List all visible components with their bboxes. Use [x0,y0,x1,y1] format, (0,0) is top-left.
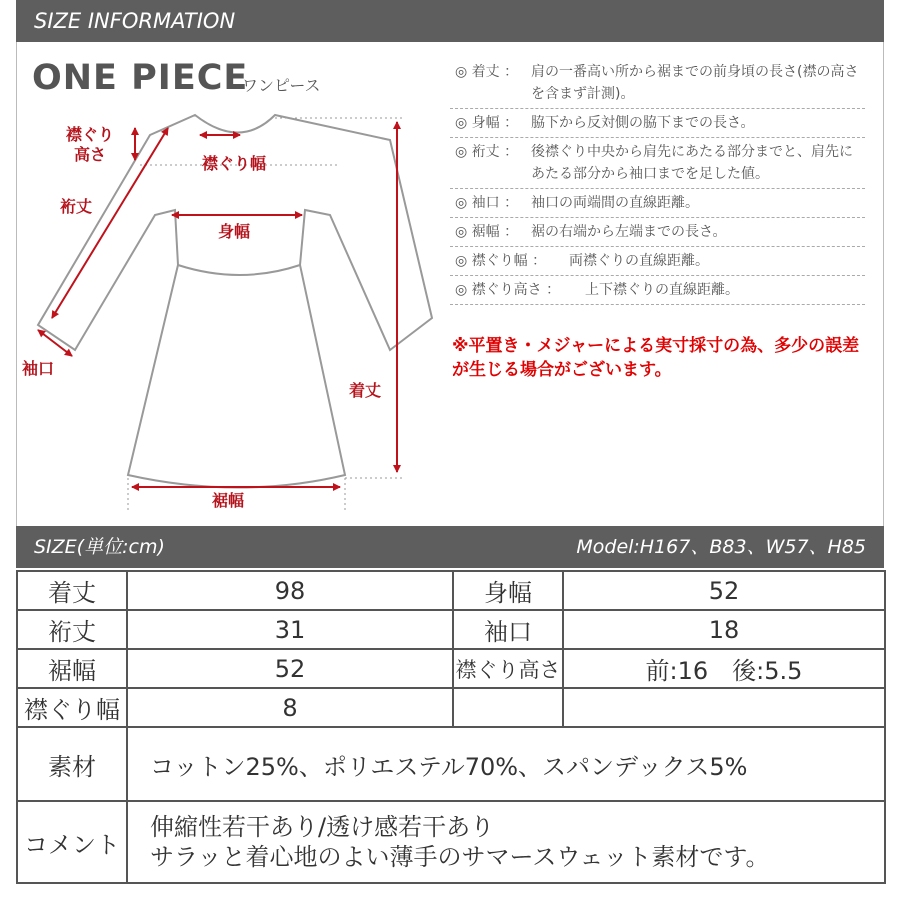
cell-key: 着丈 [17,571,127,610]
cell-key: 裾幅 [17,649,127,688]
cell-key: 襟ぐり幅 [17,688,127,727]
measurement-warning: ※平置き・メジャーによる実寸採寸の為、多少の誤差が生じる場合がございます。 [452,336,860,380]
label-eri-width: 襟ぐり幅 [202,154,267,173]
model-info: Model:H167、B83、W57、H85 [576,536,866,558]
table-row [17,688,885,727]
cell-value: 18 [563,610,885,649]
cell-value: 52 [127,649,453,688]
table-row [17,649,885,688]
garment-title: ONE PIECE [32,58,249,98]
note-mihaba: ◎ 身幅 ： 脇下から反対側の脇下までの長さ。 [450,109,865,138]
label-susohaba: 裾幅 [212,491,245,510]
note-eri-width: ◎ 襟ぐり幅 ： 両襟ぐりの直線距離。 [450,247,865,276]
material-value: コットン25%、ポリエステル70%、スパンデックス5% [127,727,885,801]
cell-value [563,688,885,727]
cell-key: 裄丈 [17,610,127,649]
cell-value: 52 [563,571,885,610]
measurement-notes [450,58,865,305]
label-kitake: 着丈 [349,381,382,400]
material-key: 素材 [17,727,127,801]
note-eri-height: ◎ 襟ぐり高さ ： 上下襟ぐりの直線距離。 [450,276,865,305]
comment-row [17,801,885,883]
cell-value: 8 [127,688,453,727]
cell-key [453,688,563,727]
note-yuki: ◎ 裄丈 ： 後襟ぐり中央から肩先にあたる部分までと、肩先にあたる部分から袖口までを足した値。 [450,138,865,189]
table-row [17,610,885,649]
garment-subtitle: ワンピース [242,76,321,95]
label-mihaba: 身幅 [218,222,251,241]
size-bar [16,526,884,568]
table-row [17,571,885,610]
cell-key: 身幅 [453,571,563,610]
label-sodeguchi: 袖口 [22,359,55,378]
cell-value: 98 [127,571,453,610]
cell-value: 前:16 後:5.5 [563,649,885,688]
measure-arrows [38,122,397,487]
comment-line-2: サラッと着心地のよい薄手のサマースウェット素材です。 [150,843,770,871]
garment-diagram [0,0,450,526]
material-row [17,727,885,801]
size-table [16,570,886,884]
size-unit: SIZE(単位:cm) [34,536,165,558]
comment-value [127,801,885,883]
cell-key: 袖口 [453,610,563,649]
comment-line-1: 伸縮性若干あり/透け感若干あり [150,813,495,841]
label-yuki: 裄丈 [60,197,93,216]
comment-key: コメント [17,801,127,883]
note-kitake: ◎ 着丈 ： 肩の一番高い所から裾までの前身頃の長さ(襟の高さを含まず計測)。 [450,58,865,109]
label-eri-height: 襟ぐり 高さ [66,125,115,164]
note-sodeguchi: ◎ 袖口 ： 袖口の両端間の直線距離。 [450,189,865,218]
cell-value: 31 [127,610,453,649]
guide-lines [128,118,405,510]
cell-key: 襟ぐり高さ [453,649,563,688]
header-title: SIZE INFORMATION [34,9,236,33]
note-susohaba: ◎ 裾幅 ： 裾の右端から左端までの長さ。 [450,218,865,247]
